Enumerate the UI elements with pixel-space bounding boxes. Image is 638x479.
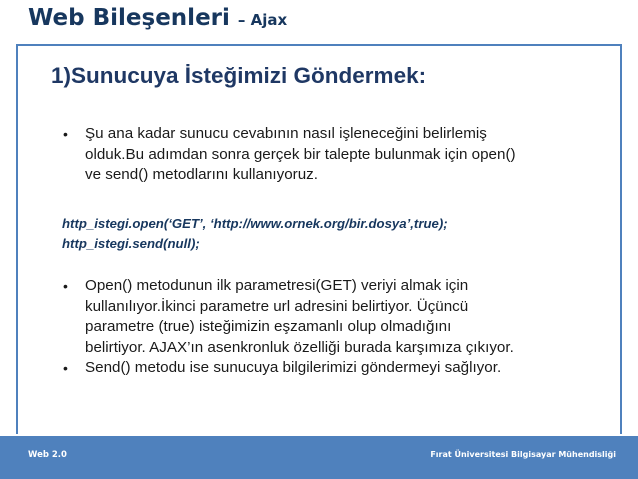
bullet-icon: •: [63, 126, 68, 142]
slide-title-subtitle: – Ajax: [237, 11, 288, 29]
bullet-icon: •: [63, 360, 68, 376]
bullet-item: [63, 358, 583, 379]
bullet-text: [85, 124, 583, 186]
bullet-text: [85, 276, 583, 358]
bullet-line: kullanılıyor.İkinci parametre url adresini belirtiyor. Üçüncü: [85, 297, 469, 315]
bullet-list-1: [63, 124, 583, 186]
bullet-line: Şu ana kadar sunucu cevabının nasıl işleneceğini belirlemiş: [85, 125, 487, 142]
bullet-line: Send() metodu ise sunucuya bilgilerimizi göndermeyi sağlıyor.: [85, 359, 502, 376]
slide-title: [28, 5, 287, 31]
bullet-icon: •: [63, 278, 68, 294]
slide-title-main: Web Bileşenleri: [28, 5, 230, 31]
section-heading: 1)Sunucuya İsteğimizi Göndermek:: [51, 63, 427, 88]
title-bar: [0, 0, 638, 44]
bullet-line: olduk.Bu adımdan sonra gerçek bir talepte bulunmak için open(): [85, 145, 516, 163]
code-line: http_istegi.send(null);: [62, 236, 200, 251]
bullet-text: [85, 358, 583, 379]
bullet-list-2: [63, 276, 583, 379]
bullet-item: [63, 276, 583, 358]
footer-left-text: Web 2.0: [28, 450, 67, 460]
bullet-line: ve send() metodlarını kullanıyoruz.: [85, 166, 318, 183]
code-snippet: [62, 214, 448, 254]
bullet-line: parametre (true) isteğimizin eşzamanlı olup olmadığını: [85, 318, 452, 335]
bullet-line: Open() metodunun ilk parametresi(GET) veriyi almak için: [85, 277, 469, 294]
footer-right-text: Fırat Üniversitesi Bilgisayar Mühendisliği: [430, 450, 616, 459]
code-line: http_istegi.open(‘GET’, ‘http://www.ornek.org/bir.dosya’,true);: [62, 216, 448, 231]
footer-bar: [0, 436, 638, 479]
bullet-line: belirtiyor. AJAX’ın asenkronluk özelliği burada karşımıza çıkıyor.: [85, 338, 514, 356]
bullet-item: [63, 124, 583, 186]
